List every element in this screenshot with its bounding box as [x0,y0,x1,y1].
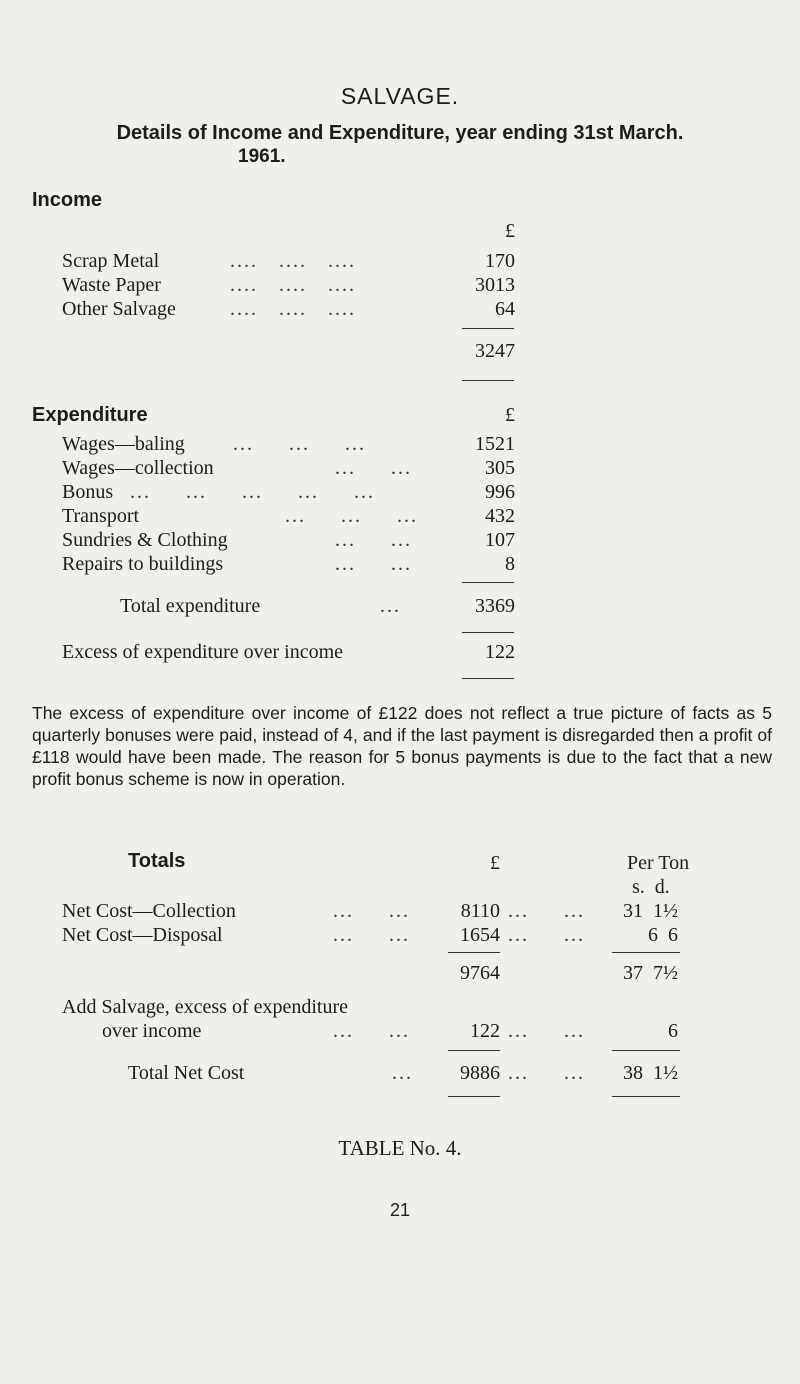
expenditure-currency: £ [505,404,515,426]
totals-row-label: Net Cost—Collection [62,900,236,922]
rule [462,632,514,633]
totals-row-per-ton: 31 1½ [623,900,678,922]
income-row-label: Scrap Metal [62,250,160,272]
total-net-cost-value: 9886 [460,1062,500,1084]
expenditure-row-label: Sundries & Clothing [62,529,228,551]
excess-label: Excess of expenditure over income [62,641,344,663]
total-net-cost-label: Total Net Cost [128,1062,245,1084]
leader-dots: ... ... ... [285,505,418,527]
leader-dots: ... ... [335,457,412,479]
add-salvage-label-line-1: Add Salvage, excess of expenditure [62,996,349,1018]
rule [448,1096,500,1097]
leader-dots: ... [380,595,401,617]
subtitle-line-1: Details of Income and Expenditure, year ending 31st March. [116,122,684,144]
add-salvage-per-ton: 6 [668,1020,678,1042]
totals-subtotal-per-ton: 37 7½ [623,962,678,984]
totals-row-value: 8110 [460,900,500,922]
add-salvage-value: 122 [470,1020,500,1042]
income-row-value: 64 [495,298,515,320]
totals-subtotal: 9764 [460,962,500,984]
table-label: TABLE No. 4. [338,1136,462,1160]
income-heading: Income [32,189,103,211]
expenditure-row-value: 996 [485,481,515,503]
expenditure-row-label: Wages—collection [62,457,214,479]
subtitle-line-2: 1961. [238,146,286,167]
total-expenditure-value: 3369 [475,595,515,617]
expenditure-row-value: 8 [505,553,515,575]
totals-row-per-ton: 6 6 [648,924,678,946]
rule [462,328,514,329]
totals-row-value: 1654 [460,924,500,946]
income-row-value: 3013 [475,274,515,296]
excess-value: 122 [485,641,515,663]
income-row-value: 170 [485,250,515,272]
leader-dots: ... ... [333,900,410,922]
income-row-label: Other Salvage [62,298,176,320]
shillings-pence-heading: s. d. [632,876,670,898]
per-ton-heading: Per Ton [627,852,690,874]
leader-dots: ... ... ... ... ... [130,481,375,503]
leader-dots: .... .... .... [230,274,356,296]
expenditure-row-label: Repairs to buildings [62,553,224,575]
expenditure-heading: Expenditure [32,404,148,426]
leader-dots: .... .... .... [230,250,356,272]
totals-heading: Totals [128,850,186,872]
expenditure-row-value: 432 [485,505,515,527]
income-total: 3247 [475,340,515,362]
leader-dots: .... .... .... [230,298,356,320]
income-row-label: Waste Paper [62,274,161,296]
expenditure-row-label: Transport [62,505,140,527]
explanatory-paragraph: The excess of expenditure over income of £122 does not reflect a true picture of facts as 5 quarterly bonuses were paid, instead of 4, and if the last payment is disregarded then a profit of £118 would have been made. The reason for 5 bonus payments is due to the fact that a new profit bonus scheme is now in operation. [32,703,772,789]
rule [462,380,514,381]
total-net-cost-per-ton: 38 1½ [623,1062,678,1084]
expenditure-row-value: 305 [485,457,515,479]
total-expenditure-label: Total expenditure [120,595,261,617]
rule [462,678,514,679]
rule [612,1096,680,1097]
expenditure-row-label: Bonus [62,481,114,503]
rule [448,952,500,953]
leader-dots: ... ... [508,900,585,922]
totals-currency: £ [490,852,500,874]
page-number: 21 [389,1200,411,1220]
leader-dots: ... [392,1062,413,1084]
leader-dots: ... ... [333,1020,410,1042]
add-salvage-label-line-2: over income [102,1020,202,1042]
expenditure-row-value: 107 [485,529,515,551]
income-currency: £ [505,220,515,242]
leader-dots: ... ... [508,1020,585,1042]
leader-dots: ... ... [508,924,585,946]
rule [612,1050,680,1051]
expenditure-row-label: Wages—baling [62,433,185,455]
expenditure-row-value: 1521 [475,433,515,455]
leader-dots: ... ... [335,553,412,575]
totals-row-label: Net Cost—Disposal [62,924,223,946]
rule [462,582,514,583]
rule [612,952,680,953]
leader-dots: ... ... [508,1062,585,1084]
leader-dots: ... ... [333,924,410,946]
rule [448,1050,500,1051]
page-title: SALVAGE. [340,83,460,109]
leader-dots: ... ... [335,529,412,551]
leader-dots: ... ... ... [233,433,366,455]
